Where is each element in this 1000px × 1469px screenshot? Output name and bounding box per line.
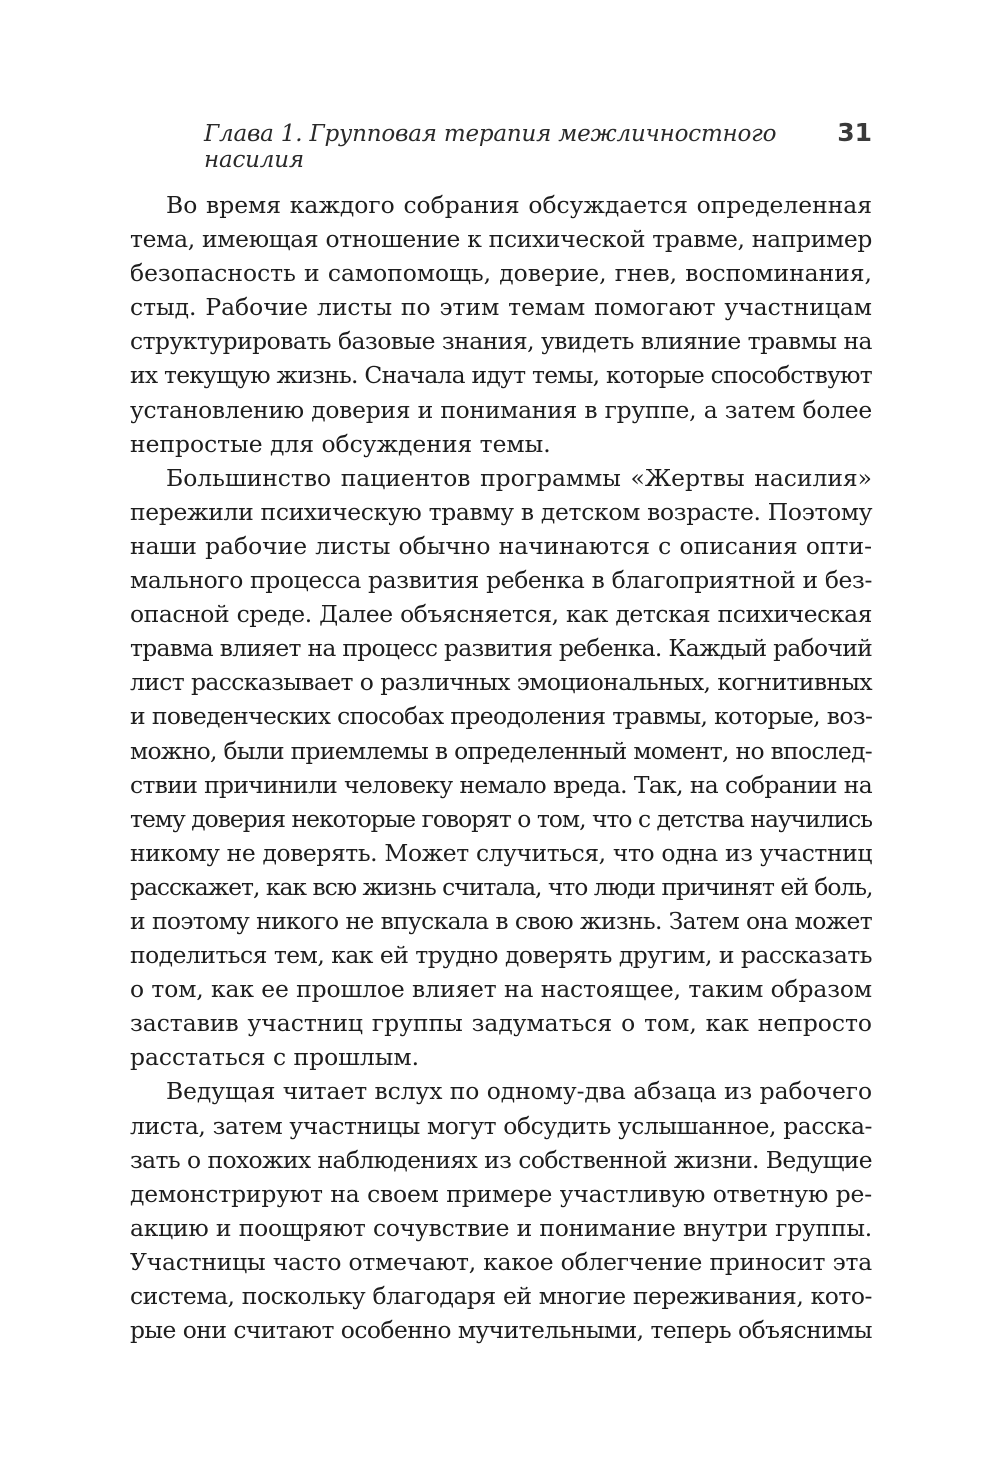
- text-line: расскажет, как всю жизнь считала, что люди причинят ей боль,: [130, 872, 873, 901]
- text-line: структурировать базовые знания, увидеть влияние травмы на: [130, 327, 872, 356]
- paragraph: [130, 461, 872, 1075]
- text-line: их текущую жизнь. Сначала идут темы, которые способствуют: [130, 361, 872, 390]
- text-line: Участницы часто отмечают, какое облегчение приносит эта: [130, 1247, 872, 1276]
- text-line: Ведущая читает вслух по одному-два абзаца из рабочего: [166, 1077, 872, 1106]
- running-header: [130, 118, 872, 173]
- text-line: безопасность и самопомощь, доверие, гнев, воспоминания,: [130, 259, 872, 288]
- text-line: расстаться с прошлым.: [130, 1043, 420, 1072]
- text-line: демонстрируют на своем примере участливую ответную ре-: [130, 1179, 872, 1208]
- text-line: система, поскольку благодаря ей многие переживания, кото-: [130, 1282, 872, 1310]
- text-line: и поведенческих способах преодоления травмы, которые, воз-: [130, 702, 873, 731]
- text-line: непростые для обсуждения темы.: [130, 429, 551, 458]
- text-line: о том, как ее прошлое влияет на настоящее, таким образом: [130, 975, 872, 1004]
- text-line: травма влияет на процесс развития ребенка. Каждый рабочий: [130, 634, 872, 663]
- paragraph: [130, 188, 872, 461]
- text-line: листа, затем участницы могут обсудить услышанное, расска-: [130, 1111, 872, 1140]
- text-line: рые они считают особенно мучительными, теперь объяснимы: [130, 1316, 872, 1345]
- text-line: лист рассказывает о различных эмоциональных, когнитивных: [130, 668, 872, 697]
- text-line: акцию и поощряют сочувствие и понимание внутри группы.: [130, 1213, 872, 1242]
- text-line: установлению доверия и понимания в группе, а затем более: [130, 395, 872, 424]
- chapter-title: Глава 1. Групповая терапия межличностного насилия: [204, 121, 777, 173]
- text-line: стыд. Рабочие листы по этим темам помогают участницам: [130, 293, 872, 322]
- text-line: наши рабочие листы обычно начинаются с описания опти-: [130, 531, 872, 560]
- text-line: заставив участниц группы задуматься о том, как непросто: [130, 1009, 872, 1038]
- paragraph: [130, 1074, 872, 1347]
- text-line: поделиться тем, как ей трудно доверять другим, и рассказать: [130, 941, 872, 970]
- text-line: зать о похожих наблюдениях из собственной жизни. Ведущие: [130, 1145, 872, 1174]
- text-line: Большинство пациентов программы «Жертвы насилия»: [166, 463, 872, 492]
- text-line: можно, были приемлемы в определенный момент, но впослед-: [130, 736, 872, 765]
- text-line: ствии причинили человеку немало вреда. Так, на собрании на: [130, 770, 872, 799]
- text-line: и поэтому никого не впускала в свою жизнь. Затем она может: [130, 906, 872, 935]
- text-line: тема, имеющая отношение к психической травме, например: [130, 225, 873, 254]
- text-line: пережили психическую травму в детском возрасте. Поэтому: [130, 497, 873, 526]
- page-number: 31: [837, 118, 872, 147]
- body-text: [130, 188, 872, 1347]
- text-line: тему доверия некоторые говорят о том, что с детства научились: [130, 804, 872, 833]
- text-line: Во время каждого собрания обсуждается определенная: [166, 191, 872, 219]
- text-line: никому не доверять. Может случиться, что одна из участниц: [130, 838, 872, 867]
- text-line: мального процесса развития ребенка в благоприятной и без-: [130, 566, 872, 595]
- text-line: опасной среде. Далее объясняется, как детская психическая: [130, 600, 872, 629]
